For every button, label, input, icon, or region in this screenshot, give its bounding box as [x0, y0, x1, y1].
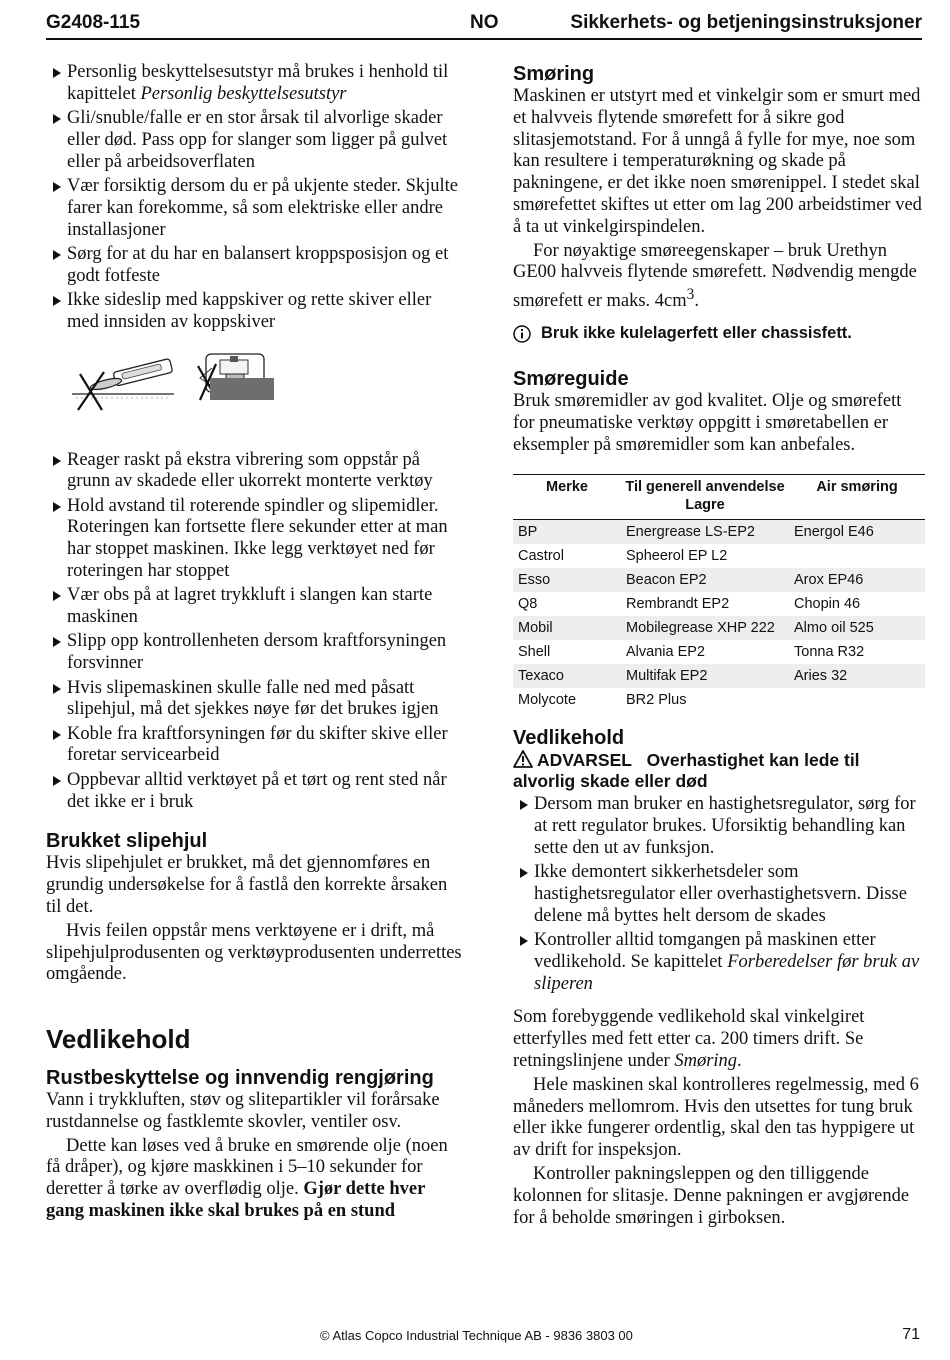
column-header-air: Air smøring — [789, 475, 925, 520]
safety-bullet-list-1 — [46, 62, 466, 334]
right-column — [513, 62, 925, 1229]
column-header-brand: Merke — [513, 475, 621, 520]
rust-paragraph-1: Vann i trykkluften, støv og slitepartikler vil forårsake rustdannelse og fastklemte skovler, ventiler osv. — [46, 1090, 440, 1132]
table-row: Esso Beacon EP2 Arox EP46 — [513, 568, 925, 592]
lubrication-guide-paragraph: Bruk smøremidler av god kvalitet. Olje og smørefett for pneumatiske verktøy oppgitt i smøretabellen er eksempler på smøremidler som kan anbefales. — [513, 390, 902, 455]
safety-bullet-list-2 — [46, 450, 466, 814]
table-row: Q8 Rembrandt EP2 Chopin 46 — [518, 596, 861, 613]
side-grinding-illustrations — [46, 348, 466, 440]
superscript: 3 — [686, 286, 695, 304]
list-item: Ikke sideslip med kappskiver og rette skiver eller med innsiden av koppskiver — [46, 290, 466, 334]
list-item: Kontroller alltid tomgangen på maskinen etter vedlikehold. Se kapittelet Forberedelser før bruk av sliperen — [513, 930, 925, 995]
note-text: Bruk ikke kulelagerfett eller chassisfett. — [541, 324, 852, 343]
left-column — [46, 62, 466, 1223]
list-item: Hold avstand til roterende spindler og slipemidler. Roteringen kan fortsette flere sekunder etter at man har stoppet maskinen. Ikke legg verktøyet ned før roteringen har stoppet — [46, 496, 466, 583]
side-grinding-prohibited-illustration — [70, 348, 180, 428]
chapter-reference: Personlig beskyttelsesutstyr — [140, 83, 347, 104]
warning-block — [513, 750, 925, 792]
table-row: Shell Alvania EP2 Tonna R32 — [518, 644, 865, 661]
table-row: Texaco Multifak EP2 Aries 32 — [513, 664, 925, 688]
table-header-row — [513, 475, 925, 520]
lubricant-table — [513, 474, 925, 712]
page-number: 71 — [902, 1326, 920, 1343]
rust-paragraph-2: Dette kan løses ved å bruke en smørende olje (noen få dråper), og kjøre maskkinen i 5–10 sekunder for deretter å tørke av overflødig olje. Gjør dette hver gang maskinen ikke skal brukes på en stund — [46, 1135, 448, 1222]
info-icon — [513, 325, 531, 343]
rust-protection-heading: Rustbeskyttelse og innvendig rengjøring — [46, 1067, 434, 1090]
header-title: Sikkerhets- og betjeningsinstruksjoner — [570, 12, 922, 33]
copyright-text: © Atlas Copco Industrial Technique AB - 9836 3803 00 — [320, 1328, 633, 1343]
surface-block — [210, 378, 274, 400]
maintenance-paragraph-1: Som forebyggende vedlikehold skal vinkelgiret etterfylles med fett etter ca. 200 timers drift. Se retningslinjene under Smøring. — [513, 1007, 865, 1072]
broken-wheel-heading: Brukket slipehjul — [46, 830, 208, 853]
page-header — [46, 8, 922, 40]
lubrication-heading: Smøring — [513, 63, 595, 85]
list-item: Personlig beskyttelsesutstyr må brukes i henhold til kapittelet Personlig beskyttelsesutstyr — [46, 62, 466, 106]
warning-label: ADVARSEL — [537, 750, 632, 771]
list-item: Vær obs på at lagret trykkluft i slangen kan starte maskinen — [46, 585, 466, 629]
list-item: Dersom man bruker en hastighetsregulator, sørg for at rett regulator brukes. Uforsiktig behandling kan sette den ut av funksjon. — [513, 794, 925, 859]
list-item: Hvis slipemaskinen skulle falle ned med påsatt slipehjul, må det sjekkes nøye før det brukes igjen — [46, 678, 466, 722]
maintenance-paragraph-2: Hele maskinen skal kontrolleres regelmessig, med 6 måneders mellomrom. Hvis den utsettes for tung bruk eller ikke fungerer ordentlig, skal den tas hyppigere ut av drift for inspeksjon. — [513, 1074, 919, 1161]
grease-note — [513, 323, 925, 345]
list-item: Gli/snuble/falle er en stor årsak til alvorlige skader eller død. Pass opp for slanger som ligger på gulvet eller på arbeidsoverflaten — [46, 108, 466, 173]
list-item: Oppbevar alltid verktøyet på et tørt og rent sted når det ikke er i bruk — [46, 770, 466, 814]
rust-emphasis: Gjør dette hver gang maskinen ikke skal brukes på en stund — [46, 1179, 425, 1222]
column-header-general: Til generell anvendelse Lagre — [621, 475, 789, 520]
lubrication-paragraph-1: Maskinen er utstyrt med et vinkelgir som er smurt med et halvveis flytende smørefett for å sikre god slitasjemotstand. For å unngå å fylle for mye, noe som kan resultere i temperaturøkning og skade på pakningene, er det ikke noen smørenippel. I stedet skal smørefettet skiftes ut etter om lag 200 arbeidstimer ved å ta ut vinkelgirspindelen. — [513, 86, 922, 237]
warning-triangle-icon — [513, 750, 533, 768]
list-item: Koble fra kraftforsyningen før du skifter skive eller foretar servicearbeid — [46, 724, 466, 768]
list-item: Ikke demontert sikkerhetsdeler som hastighetsregulator eller overhastighetsvern. Disse delene må byttes helt dersom de skades — [513, 862, 925, 927]
list-item: Sørg for at du har en balansert kroppsposisjon og et godt fotfeste — [46, 244, 466, 288]
column-header-bearings: Lagre — [685, 497, 725, 514]
lubrication-guide-heading: Smøreguide — [513, 367, 629, 390]
table-row: Castrol Spheerol EP L2 — [518, 548, 728, 565]
maintenance-section-heading: Vedlikehold — [46, 1024, 191, 1055]
list-item: Vær forsiktig dersom du er på ukjente steder. Skjulte farer kan forekomme, så som elektriske eller andre installasjoner — [46, 176, 466, 241]
warning-text: Overhastighet kan lede til alvorlig skade eller død — [513, 750, 860, 792]
section-reference: Smøring — [674, 1051, 738, 1072]
table-row: Molycote BR2 Plus — [518, 692, 687, 709]
lubrication-paragraph-2: For nøyaktige smøreegenskaper – bruk Urethyn GE00 halvveis flytende smørefett. Nødvendig mengde smørefett er maks. $4cm^3$. — [513, 240, 917, 312]
broken-wheel-paragraph-1: Hvis slipehjulet er brukket, må det gjennomføres en grundig undersøkelse for å fastlå den korrekte årsaken til det. — [46, 853, 448, 917]
language-code: NO — [470, 12, 499, 33]
broken-wheel-paragraph-2: Hvis feilen oppstår mens verktøyene er i drift, må slipehjulprodusenten og verktøyprodusenten underrettes omgående. — [46, 920, 462, 985]
table-row: Mobil Mobilegrease XHP 222 Almo oil 525 — [513, 616, 925, 640]
maintenance-paragraph-3: Kontroller pakningsleppen og den tilliggende kolonnen for slitasje. Denne pakningen er avgjørende for å beholde smøringen i girboksen. — [513, 1164, 910, 1228]
maintenance-heading-right: Vedlikehold — [513, 727, 625, 750]
list-item: Reager raskt på ekstra vibrering som oppstår på grunn av skadede eller ukorrekt monterte verktøy — [46, 450, 466, 494]
chapter-reference: Forberedelser før bruk av sliperen — [534, 951, 920, 994]
table-row: BP Energrease LS-EP2 Energol E46 — [513, 520, 925, 545]
document-id: G2408-115 — [46, 12, 141, 33]
warning-bullet-list — [513, 794, 925, 995]
list-item: Slipp opp kontrollenheten dersom kraftforsyningen forsvinner — [46, 631, 466, 675]
